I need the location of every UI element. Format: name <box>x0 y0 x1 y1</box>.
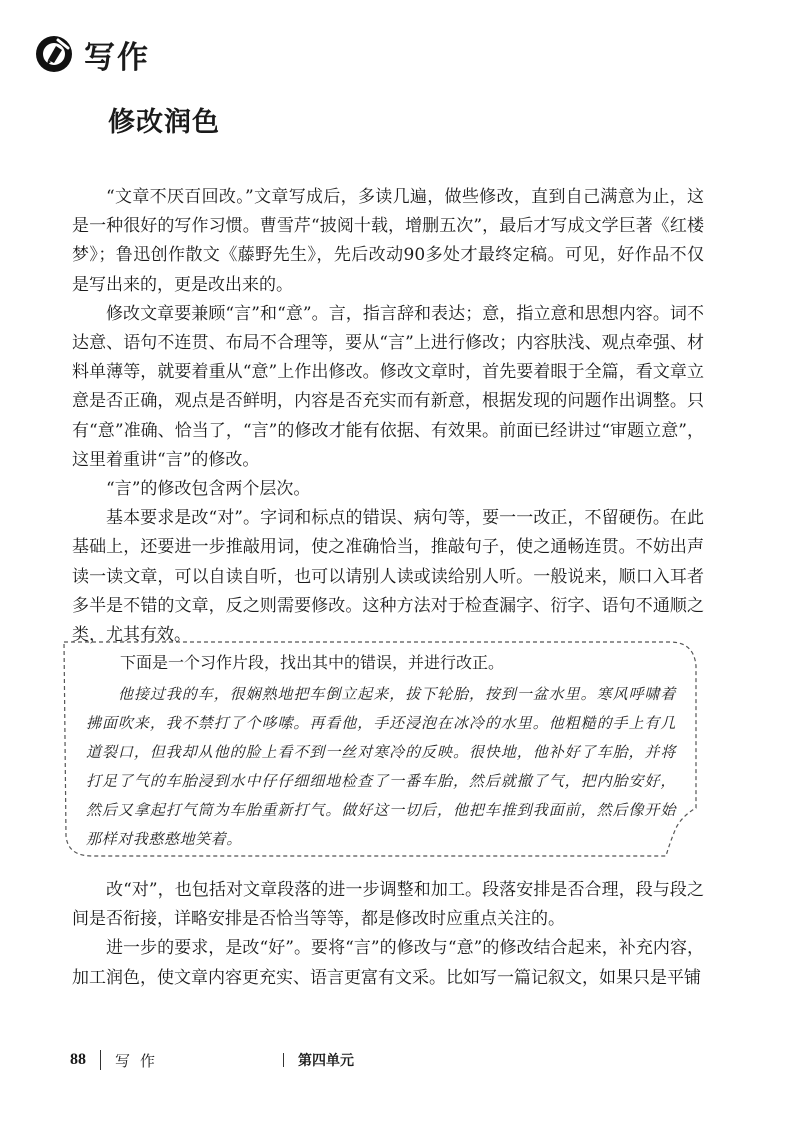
footer-divider <box>100 1050 101 1070</box>
section-header <box>34 30 150 78</box>
section-title: 写作 <box>84 39 150 76</box>
paragraph-paragraph-structure: 改“对”，也包括对文章段落的进一步调整和加工。段落安排是否合理，段与段之间是否衔接，详略安排是否恰当等等，都是修改时应重点关注的。 <box>72 880 704 930</box>
footer-section-label: 写作 <box>115 1051 166 1070</box>
exercise-content <box>86 650 676 854</box>
paragraph-two-levels: “言”的修改包含两个层次。 <box>106 479 311 500</box>
paragraph-intro: “文章不厌百回改。”文章写成后，多读几遍，做些修改，直到自己满意为止，这是一种很好的写作习惯。曹雪芹“披阅十载，增删五次”，最后才写成文学巨著《红楼梦》；鲁迅创作散文《藤野先生》，先后改动90多处才最终定稿。可见，好作品不仅是写出来的，更是改出来的。 <box>72 187 704 295</box>
exercise-passage: 他接过我的车，很娴熟地把车倒立起来，拔下轮胎，按到一盆水里。寒风呼啸着拂面吹来，我不禁打了个哆嗦。再看他，手还浸泡在冰冷的水里。他粗糙的手上有几道裂口，但我却从他的脸上看不到一丝对寒冷的反映。很快地，他补好了车胎，并将打足了气的车胎浸到水中仔仔细细地检查了一番车胎，然后就撤了气，把内胎安好，然后又拿起打气筒为车胎重新打气。做好这一切后，他把车推到我面前，然后像开始那样对我憨憨地笑着。 <box>86 685 676 848</box>
page-number: 88 <box>70 1051 86 1068</box>
body-bottom <box>72 876 704 993</box>
paragraph-gai-hao: 进一步的要求，是改“好”。要将“言”的修改与“意”的修改结合起来，补充内容，加工润色，使文章内容更充实、语言更富有文采。比如写一篇记叙文，如果只是平铺 <box>72 938 704 988</box>
body-top <box>72 183 704 650</box>
exercise-task: 下面是一个习作片段，找出其中的错误，并进行改正。 <box>120 653 505 672</box>
page-footer <box>70 1046 470 1074</box>
exercise-box <box>62 640 702 858</box>
paragraph-gai-dui: 基本要求是改“对”。字词和标点的错误、病句等，要一一改正，不留硬伤。在此基础上，还要进一步推敲用词，使之准确恰当，推敲句子，使之通畅连贯。不妨出声读一读文章，可以自读自听，也可以请别人读或读给别人听。一般说来，顺口入耳者多半是不错的文章，反之则需要修改。这种方法对于检查漏字、衍字、语句不通顺之类，尤其有效。 <box>72 508 704 646</box>
paragraph-yan-yi: 修改文章要兼顾“言”和“意”。言，指言辞和表达；意，指立意和思想内容。词不达意、语句不连贯、布局不合理等，要从“言”上进行修改；内容肤浅、观点牵强、材料单薄等，就要着重从“意”上作出修改。修改文章时，首先要着眼于全篇，看文章立意是否正确，观点是否鲜明，内容是否充实而有新意，根据发现的问题作出调整。只有“意”准确、恰当了，“言”的修改才能有依据、有效果。前面已经讲过“审题立意”，这里着重讲“言”的修改。 <box>72 303 704 470</box>
pen-nib-icon <box>34 34 74 74</box>
footer-unit-label: 第四单元 <box>298 1053 355 1069</box>
lesson-title: 修改润色 <box>108 107 220 138</box>
footer-divider-thin <box>283 1053 284 1067</box>
